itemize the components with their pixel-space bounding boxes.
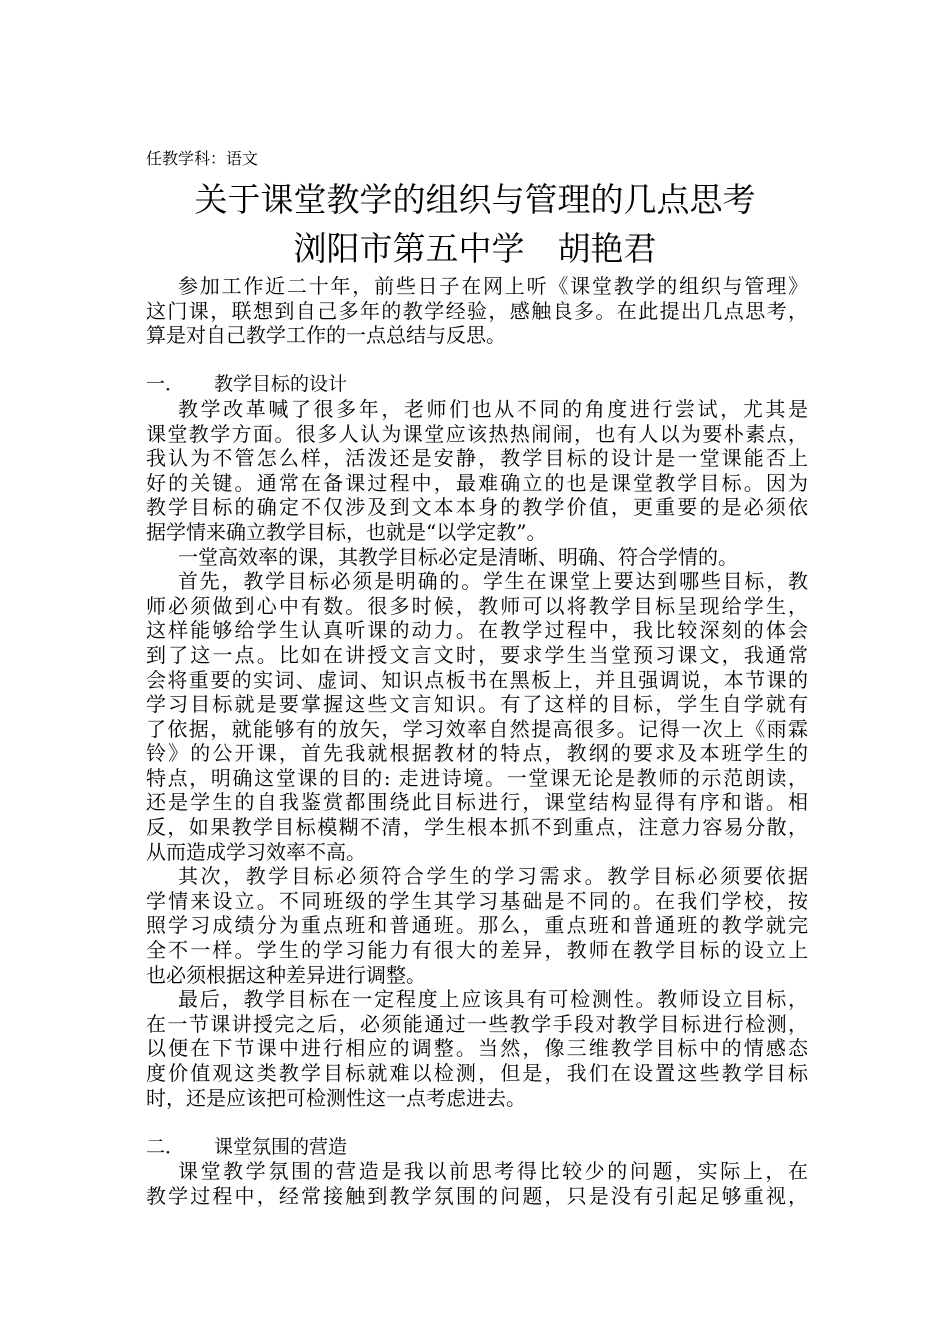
paragraph-line: 首先，教学目标必须是明确的。学生在课堂上要达到哪些目标，教	[178, 569, 808, 594]
paragraph-line: 以便在下节课中进行相应的调整。当然，像三维教学目标中的情感态	[146, 1036, 808, 1061]
paragraph-line: 我认为不管怎么样，活泼还是安静，教学目标的设计是一堂课能否上	[146, 446, 808, 471]
paragraph-line: 铃》的公开课，首先我就根据教材的特点，教纲的要求及本班学生的	[146, 741, 808, 766]
intro-paragraph	[146, 274, 808, 348]
paragraph-line: 在一节课讲授完之后，必须能通过一些教学手段对教学目标进行检测，	[146, 1011, 808, 1036]
paragraph-line: 这样能够给学生认真听课的动力。在教学过程中，我比较深刻的体会	[146, 618, 808, 643]
paragraph-line: 据学情来确立教学目标，也就是“以学定教”。	[146, 519, 547, 544]
paragraph-line: 其次，教学目标必须符合学生的学习需求。教学目标必须要依据	[178, 864, 808, 889]
paragraph	[146, 545, 808, 570]
paragraph-line: 度价值观这类教学目标就难以检测，但是，我们在设置这些教学目标	[146, 1061, 808, 1085]
paragraph-line: 从而造成学习效率不高。	[146, 839, 366, 864]
paragraph-line: 到了这一点。比如在讲授文言文时，要求学生当堂预习课文，我通常	[146, 642, 808, 667]
paragraph-line: 教学改革喊了很多年，老师们也从不同的角度进行尝试，尤其是	[178, 396, 808, 421]
paragraph	[146, 864, 808, 987]
paragraph-line: 最后，教学目标在一定程度上应该具有可检测性。教师设立目标，	[178, 987, 808, 1012]
paragraph-line: 了依据，就能够有的放矢，学习效率自然提高很多。记得一次上《雨霖	[146, 716, 808, 741]
paragraph-line: 课堂教学方面。很多人认为课堂应该热热闹闹，也有人以为要朴素点，	[146, 421, 808, 446]
section-title: 教学目标的设计	[214, 373, 348, 396]
paragraph-line: 教学目标的确定不仅涉及到文本本身的教学价值，更重要的是必须依	[146, 495, 808, 520]
paragraph-line: 特点，明确这堂课的目的: 走进诗境。一堂课无论是教师的示范朗读，	[146, 765, 808, 790]
paragraph-line: 学情来设立。不同班级的学生其学习基础是不同的。在我们学校，按	[146, 888, 808, 913]
paragraph-line: 时，还是应该把可检测性这一点考虑进去。	[146, 1085, 526, 1110]
paragraph-line: 这门课，联想到自己多年的教学经验，感触良多。在此提出几点思考，	[146, 298, 808, 323]
section-number: 一．	[146, 373, 185, 396]
section-title: 课堂氛围的营造	[214, 1135, 348, 1158]
document-title: 关于课堂教学的组织与管理的几点思考	[194, 180, 756, 219]
section-heading	[146, 372, 808, 397]
blank-line	[146, 1110, 808, 1135]
paragraph-line: 学习目标就是要掌握这些文言知识。有了这样的目标，学生自学就有	[146, 692, 808, 717]
paragraph-line: 也必须根据这种差异进行调整。	[146, 962, 426, 987]
paragraph	[146, 1159, 808, 1208]
document-body	[146, 274, 808, 1209]
blank-line	[146, 348, 808, 373]
paragraph-line: 参加工作近二十年，前些日子在网上听《课堂教学的组织与管理》	[178, 274, 808, 298]
paragraph-line: 好的关键。通常在备课过程中，最难确立的也是课堂教学目标。因为	[146, 470, 808, 495]
paragraph-line: 教学过程中，经常接触到教学氛围的问题，只是没有引起足够重视，	[146, 1183, 808, 1208]
paragraph	[146, 987, 808, 1110]
paragraph-line: 照学习成绩分为重点班和普通班。那么，重点班和普通班的教学就完	[146, 913, 808, 938]
paragraph-line: 反，如果教学目标模糊不清，学生根本抓不到重点，注意力容易分散，	[146, 815, 808, 840]
section-number: 二．	[146, 1135, 185, 1158]
author-line: 浏阳市第五中学 胡艳君	[293, 229, 657, 268]
paragraph	[146, 569, 808, 864]
paragraph-line: 全不一样。学生的学习能力有很大的差异，教师在教学目标的设立上	[146, 938, 808, 963]
paragraph-line: 一堂高效率的课，其教学目标必定是清晰、明确、符合学情的。	[178, 544, 738, 569]
paragraph-line: 算是对自己教学工作的一点总结与反思。	[146, 323, 506, 348]
paragraph-line: 会将重要的实词、虚词、知识点板书在黑板上，并且强调说，本节课的	[146, 667, 808, 692]
paragraph	[146, 397, 808, 545]
paragraph-line: 师必须做到心中有数。很多时候，教师可以将教学目标呈现给学生，	[146, 593, 808, 618]
subject-label: 任教学科：语文	[146, 149, 259, 168]
paragraph-line: 还是学生的自我鉴赏都围绕此目标进行，课堂结构显得有序和谐。相	[146, 790, 808, 815]
paragraph-line: 课堂教学氛围的营造是我以前思考得比较少的问题，实际上，在	[178, 1159, 808, 1184]
section-heading	[146, 1135, 808, 1160]
